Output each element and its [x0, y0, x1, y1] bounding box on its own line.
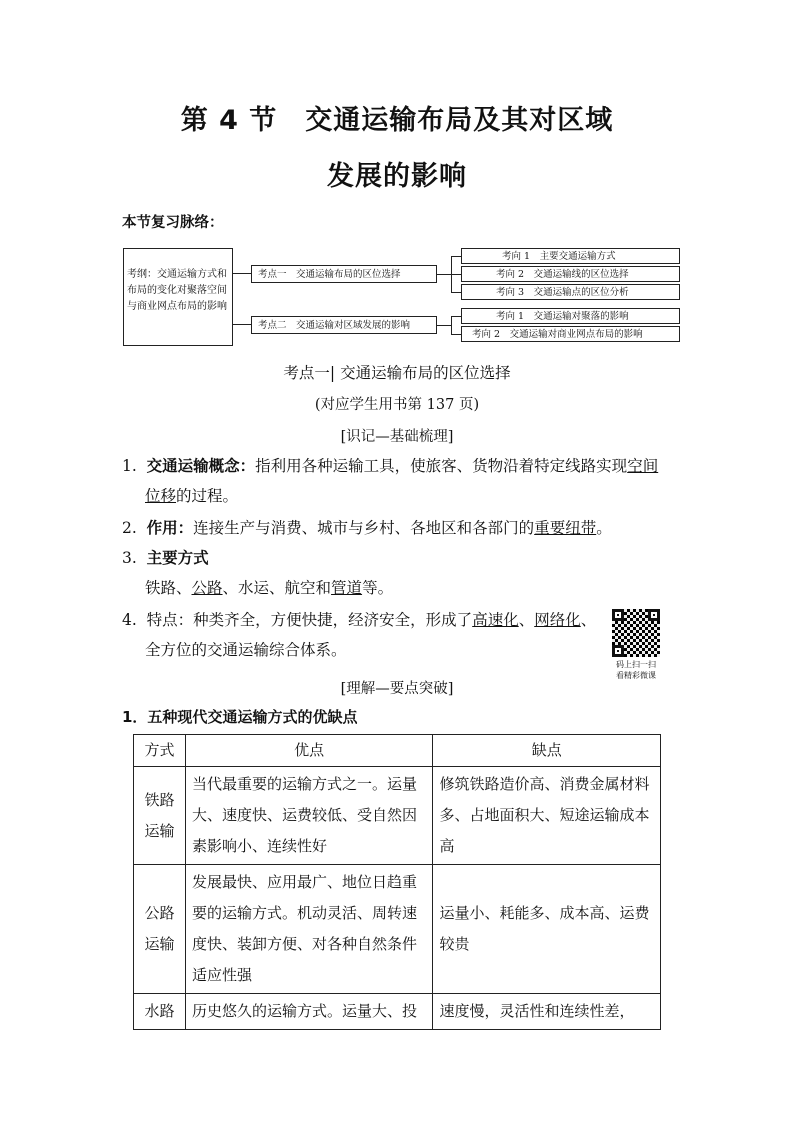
pros-cell: 发展最快、应用最广、地位日趋重要的运输方式。机动灵活、周转速度快、装卸方便、对各种自然条件适应性强: [185, 865, 433, 994]
mindmap-leaf-5: 考向 2 交通运输对商业网点布局的影响: [461, 326, 680, 342]
item-1: [122, 451, 682, 481]
header-cell: 优点: [185, 735, 433, 767]
item-number: 2.: [122, 519, 137, 537]
cons-cell: 运量小、耗能多、成本高、运费较贵: [433, 865, 661, 994]
cons-cell: 修筑铁路造价高、消费金属材料多、占地面积大、短途运输成本高: [433, 767, 661, 865]
transport-comparison-table: [133, 734, 661, 1030]
review-label: 本节复习脉络：: [122, 215, 224, 231]
item-number: 3.: [122, 549, 137, 567]
table-row: [134, 994, 661, 1030]
qr-code-icon[interactable]: [612, 609, 660, 657]
mode-cell: 铁路运输: [134, 767, 186, 865]
item-3: [122, 543, 209, 573]
underlined-term: 位移: [145, 487, 177, 505]
pros-cell: 当代最重要的运输方式之一。运量大、速度快、运费较低、受自然因素影响小、连续性好: [185, 767, 433, 865]
page-reference: (对应学生用书第 137 页): [314, 397, 480, 413]
item-text: 指利用各种运输工具，使旅客、货物沿着特定线路实现: [255, 457, 628, 475]
item-label: 特点：: [146, 611, 194, 629]
underlined-term: 网络化: [534, 611, 581, 629]
item-text: 铁路、: [145, 579, 192, 597]
item-text: 种类齐全，方便快捷，经济安全，形成了: [193, 611, 473, 629]
qr-caption-line: 码上扫一扫: [616, 660, 656, 669]
item-text: 连接生产与消费、城市与乡村、各地区和各部门的: [193, 519, 535, 537]
underlined-term: 管道: [331, 579, 363, 597]
header-cell: 缺点: [433, 735, 661, 767]
subsection-memorize: [识记—基础梳理]: [340, 429, 454, 445]
header-cell: 方式: [134, 735, 186, 767]
mindmap-leaf-1: 考向 1 主要交通运输方式: [461, 248, 680, 264]
mode-cell: 水路: [134, 994, 186, 1030]
page-title-line2: 发展的影响: [327, 161, 467, 192]
pros-cell: 历史悠久的运输方式。运量大、投: [185, 994, 433, 1030]
underlined-term: 公路: [191, 579, 223, 597]
item-text: 等。: [362, 579, 394, 597]
item-number: 1.: [122, 457, 137, 475]
qr-caption-line: 看精彩微课: [616, 671, 656, 680]
item-2: [122, 513, 612, 543]
mode-cell: 公路运输: [134, 865, 186, 994]
item-text: 、: [518, 611, 535, 629]
mindmap-leaf-3: 考向 3 交通运输点的区位分析: [461, 284, 680, 300]
item-text: 。: [596, 519, 612, 537]
item-3-body: [145, 573, 393, 603]
item-text: 的过程。: [176, 487, 239, 505]
mindmap-leaf-4: 考向 1 交通运输对聚落的影响: [461, 308, 680, 324]
item-number: 4.: [122, 611, 137, 629]
underlined-term: 空间: [627, 457, 659, 475]
mindmap-root: 考纲：交通运输方式和布局的变化对聚落空间与商业网点布局的影响: [123, 248, 233, 346]
table-header-row: [134, 735, 661, 767]
underlined-term: 高速化: [472, 611, 519, 629]
mindmap-leaf-2: 考向 2 交通运输线的区位选择: [461, 266, 680, 282]
table-row: [134, 767, 661, 865]
section-heading: 考点一| 交通运输布局的区位选择: [283, 364, 511, 382]
page-title-line1: 第 4 节 交通运输布局及其对区域: [180, 105, 614, 136]
item-4: [122, 605, 596, 635]
item-4-line2: 全方位的交通运输综合体系。: [145, 641, 347, 659]
item-text: 、水运、航空和: [222, 579, 332, 597]
item-label: 作用：: [146, 519, 194, 537]
underlined-term: 重要纽带: [534, 519, 597, 537]
subsection-understand: [理解—要点突破]: [340, 681, 454, 697]
item-text: 、: [580, 611, 597, 629]
item-label: 交通运输概念：: [146, 457, 256, 475]
item-1-line2: [145, 481, 238, 511]
cons-cell: 速度慢，灵活性和连续性差，: [433, 994, 661, 1030]
table-row: [134, 865, 661, 994]
table-heading: 1．五种现代交通运输方式的优缺点: [122, 708, 358, 726]
mindmap-branch-1: 考点一 交通运输布局的区位选择: [251, 265, 437, 283]
item-label: 主要方式: [146, 549, 209, 567]
mindmap-branch-2: 考点二 交通运输对区域发展的影响: [251, 316, 437, 334]
